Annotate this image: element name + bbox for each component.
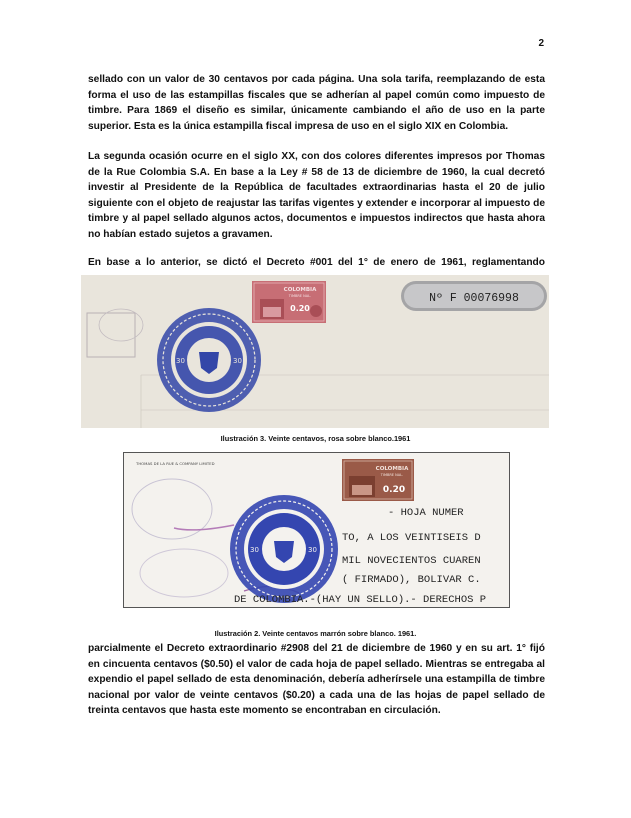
figure-2-stamp-subtitle: TIMBRE NAL. <box>380 473 404 477</box>
figure-2-caption: Ilustración 2. Veinte centavos marrón sobre blanco. 1961. <box>214 629 417 638</box>
figure-1-stamp-country: COLOMBIA <box>283 287 317 293</box>
figure-1-seal <box>157 308 261 412</box>
figure-2-stamp-value: 0.20 <box>382 485 406 495</box>
figure-2-seal-value-right: 30 <box>308 546 317 554</box>
figure-1-seal-value-right: 30 <box>233 357 242 365</box>
figure-2-stamp-country: COLOMBIA <box>375 466 409 472</box>
figure-2-header-text: THOMAS DE LA RUE & COMPANY LIMITED <box>136 461 215 466</box>
figure-1-stamp-subtitle: TIMBRE NAL. <box>288 294 312 298</box>
figure-1-caption: Ilustración 3. Veinte centavos, rosa sobre blanco.1961 <box>220 434 411 443</box>
figure-1-stamp-value: 0.20 <box>290 304 310 313</box>
figure-2-typed-line-4: ( FIRMADO), BOLIVAR C. <box>342 574 481 586</box>
figure-2-seal-value-left: 30 <box>250 546 259 554</box>
figure-1-serial-number: Nº F 00076998 <box>429 292 519 305</box>
paragraph-decree-2908: parcialmente el Decreto extraordinario #2908 del 21 de diciembre de 1960 y en su art. 1° fijó en cincuenta centavos ($0.50) el valor de cada hoja de papel sellado. Mientras se entregaba al expendio el papel sellado de esta denominación, debería adherírsele una estampilla de timbre nacional por valor de veinte centavos ($0.20) a cada una de las hojas de papel sellado de treinta centavos que hasta este momento se encontraban en circulación. <box>88 643 545 717</box>
figure-1-serial-badge <box>401 281 547 311</box>
figure-2-seal <box>230 495 338 603</box>
figure-1-stamped-paper <box>81 275 549 428</box>
figure-2-stamp <box>342 459 414 501</box>
page-number: 2 <box>538 38 544 49</box>
figure-2-stamped-paper <box>124 453 509 607</box>
figure-1-photo <box>81 275 549 428</box>
paragraph-second-occasion: La segunda ocasión ocurre en el siglo XX, con dos colores diferentes impresos por Thomas de la Rue Colombia S.A. En base a la Ley # 58 de 13 de diciembre de 1960, la cual decretó investir al Presidente de la República de facultades extraordinarias hasta el 20 de julio siguiente con el objeto de reajustar las tarifas vigentes y extender e incorporar al impuesto de timbre y al papel sellado algunos actos, documentos e impuestos indirectos que hasta ahora no habían estado sujetos a gravamen. <box>88 151 545 240</box>
figure-2-typed-line-5: DE COLOMBIA.-(HAY UN SELLO).- DERECHOS P <box>234 594 487 606</box>
figure-2-typed-line-2: TO, A LOS VEINTISEIS D <box>342 532 481 544</box>
paragraph-intro: sellado con un valor de 30 centavos por cada página. Una sola tarifa, reemplazando de esta forma el uso de las estampillas fiscales que se adherían al papel común como impuesto de timbre. Para 1869 el diseño es similar, únicamente cambiando el año de uso en la parte superior. Esta es la única estampilla fiscal impresa de uso en el siglo XIX en Colombia. <box>88 74 545 132</box>
figure-2-typed-line-1: - HOJA NUMER <box>388 507 464 519</box>
figure-2-photo <box>123 452 510 608</box>
figure-1-stamp <box>252 281 326 323</box>
figure-2-typed-line-3: MIL NOVECIENTOS CUAREN <box>342 555 481 567</box>
paragraph-decree-001: En base a lo anterior, se dictó el Decreto #001 del 1° de enero de 1961, reglamentando <box>88 257 545 268</box>
figure-1-seal-value-left: 30 <box>176 357 185 365</box>
